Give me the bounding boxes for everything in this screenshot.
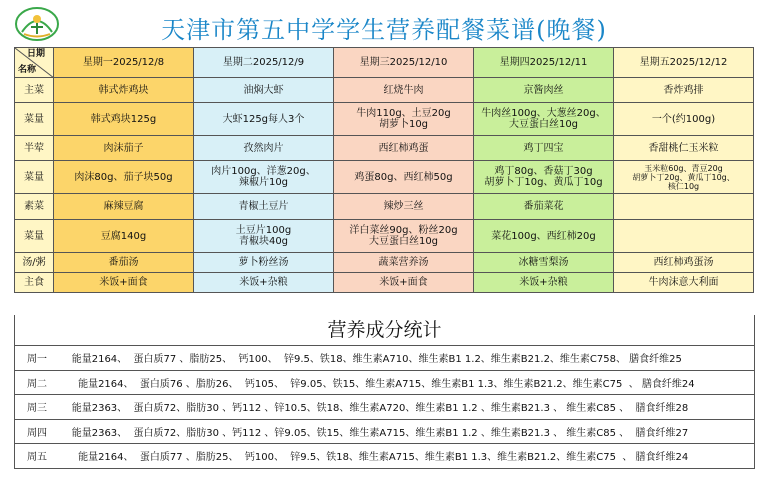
menu-cell: 肉片100g、洋葱20g、 辣椒片10g (194, 161, 334, 194)
menu-row (15, 161, 754, 194)
menu-cell: 萝卜粉丝汤 (194, 253, 334, 273)
menu-cell: 米饭+面食 (334, 273, 474, 293)
menu-cell: 香甜桃仁玉米粒 (614, 136, 754, 161)
row-label: 主食 (15, 273, 54, 293)
day-header: 星期四2025/12/11 (474, 48, 614, 78)
menu-row (15, 103, 754, 136)
corner-name-label: 名称 (18, 65, 37, 75)
menu-cell: 肉沫茄子 (54, 136, 194, 161)
menu-cell (614, 220, 754, 253)
menu-cell: 鸡丁80g、香菇丁30g 胡萝卜丁10g、黄瓜丁10g (474, 161, 614, 194)
nutrition-row (15, 371, 754, 396)
nutrition-values: 能量2363、 蛋白质72、脂肪30 、钙112 、锌9.05、铁15、维生素A715、维生素B1 1.2 、维生素B21.3 、 维生素C85 、 膳食纤维27 (59, 427, 689, 439)
day-header: 星期三2025/12/10 (334, 48, 474, 78)
menu-cell: 米饭+杂粮 (194, 273, 334, 293)
menu-cell: 西红柿鸡蛋 (334, 136, 474, 161)
menu-cell: 豆腐140g (54, 220, 194, 253)
menu-cell: 菜花100g、西红柿20g (474, 220, 614, 253)
menu-cell: 孜然肉片 (194, 136, 334, 161)
menu-row (15, 273, 754, 293)
nutrition-section (14, 315, 755, 469)
nutrition-title: 营养成分统计 (15, 315, 754, 346)
menu-table (14, 47, 754, 293)
menu-cell: 玉米粒60g、青豆20g 胡萝卜丁20g、黄瓜丁10g、 核仁10g (614, 161, 754, 194)
nutrition-day: 周二 (27, 378, 47, 390)
menu-cell: 鸡蛋80g、西红柿50g (334, 161, 474, 194)
menu-cell: 青椒土豆片 (194, 194, 334, 220)
menu-row (15, 253, 754, 273)
day-header: 星期五2025/12/12 (614, 48, 754, 78)
menu-cell: 大虾125g每人3个 (194, 103, 334, 136)
menu-cell: 一个(约100g) (614, 103, 754, 136)
menu-cell: 韩式炸鸡块 (54, 78, 194, 103)
nutrition-values: 能量2164、 蛋白质77 、脂肪25、 钙100、 锌9.5、铁18、维生素A715、维生素B1 1.3、维生素B21.2、维生素C75 、 膳食纤维24 (59, 452, 689, 464)
menu-cell (614, 194, 754, 220)
row-label: 菜量 (15, 161, 54, 194)
menu-cell: 牛肉丝100g、大葱丝20g、 大豆蛋白丝10g (474, 103, 614, 136)
menu-cell: 米饭+杂粮 (474, 273, 614, 293)
nutrition-row (15, 420, 754, 445)
day-header: 星期二2025/12/9 (194, 48, 334, 78)
row-label: 菜量 (15, 103, 54, 136)
menu-row (15, 194, 754, 220)
nutrition-day: 周一 (27, 354, 47, 366)
menu-cell: 洋白菜丝90g、粉丝20g 大豆蛋白丝10g (334, 220, 474, 253)
day-header: 星期一2025/12/8 (54, 48, 194, 78)
nutrition-values: 能量2164、 蛋白质76 、脂肪26、 钙105、 锌9.05、铁15、维生素A715、维生素B1 1.3、维生素B21.2、维生素C75 、 膳食纤维24 (59, 378, 695, 390)
nutrition-day: 周四 (27, 427, 47, 439)
nutrition-row (15, 395, 754, 420)
menu-cell: 韩式鸡块125g (54, 103, 194, 136)
corner-date-label: 日期 (26, 49, 45, 59)
menu-cell: 米饭+面食 (54, 273, 194, 293)
menu-row (15, 220, 754, 253)
menu-cell: 辣炒三丝 (334, 194, 474, 220)
corner-cell (15, 48, 54, 78)
menu-cell: 蔬菜营养汤 (334, 253, 474, 273)
header-row (15, 48, 754, 78)
menu-cell: 西红柿鸡蛋汤 (614, 253, 754, 273)
nutrition-values: 能量2164、 蛋白质77 、脂肪25、 钙100、 锌9.5、铁18、维生素A710、维生素B1 1.2、维生素B21.2、维生素C758、 膳食纤维25 (59, 354, 682, 366)
menu-cell: 冰糖雪梨汤 (474, 253, 614, 273)
menu-cell: 牛肉110g、土豆20g 胡萝卜10g (334, 103, 474, 136)
menu-cell: 土豆片100g 青椒块40g (194, 220, 334, 253)
menu-row (15, 78, 754, 103)
menu-cell: 香炸鸡排 (614, 78, 754, 103)
nutrition-row (15, 346, 754, 371)
menu-cell: 京酱肉丝 (474, 78, 614, 103)
menu-cell: 红烧牛肉 (334, 78, 474, 103)
row-label: 汤/粥 (15, 253, 54, 273)
row-label: 主菜 (15, 78, 54, 103)
menu-cell: 肉沫80g、茄子块50g (54, 161, 194, 194)
nutrition-day: 周三 (27, 403, 47, 415)
nutrition-values: 能量2363、 蛋白质72、脂肪30 、钙112 、锌10.5、铁18、维生素A720、维生素B1 1.2 、维生素B21.3 、 维生素C85 、 膳食纤维28 (59, 403, 689, 415)
row-label: 半荤 (15, 136, 54, 161)
menu-cell: 麻辣豆腐 (54, 194, 194, 220)
menu-cell: 鸡丁四宝 (474, 136, 614, 161)
nutrition-day: 周五 (27, 452, 47, 464)
page-title: 天津市第五中学学生营养配餐菜谱(晚餐) (161, 16, 607, 44)
menu-cell: 油焖大虾 (194, 78, 334, 103)
row-label: 素菜 (15, 194, 54, 220)
nutrition-row (15, 444, 754, 468)
menu-cell: 番茄汤 (54, 253, 194, 273)
menu-row (15, 136, 754, 161)
row-label: 菜量 (15, 220, 54, 253)
menu-cell: 番茄菜花 (474, 194, 614, 220)
menu-cell: 牛肉沫意大利面 (614, 273, 754, 293)
